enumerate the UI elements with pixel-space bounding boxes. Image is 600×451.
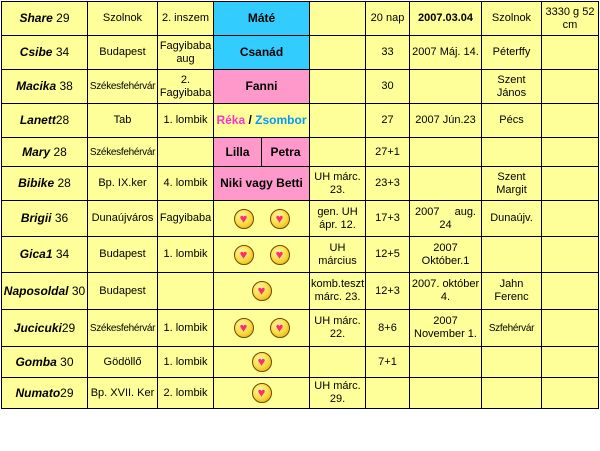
status <box>310 70 366 104</box>
birth-stats <box>542 201 599 237</box>
status: komb.teszt márc. 23. <box>310 273 366 310</box>
city: Bp. IX.ker <box>88 167 158 201</box>
member-name: Mary 28 <box>2 138 88 167</box>
stage: 2. Fagyibaba <box>158 70 214 104</box>
gestation <box>366 378 410 409</box>
stage <box>158 138 214 167</box>
city: Bp. XVII. Ker <box>88 378 158 409</box>
babies-table <box>1 1 599 409</box>
pregnancy-icons <box>214 347 310 378</box>
hospital: Péterffy <box>482 36 542 70</box>
hospital: Pécs <box>482 104 542 138</box>
birth-stats <box>542 167 599 201</box>
gestation: 12+5 <box>366 237 410 273</box>
due-date <box>410 378 482 409</box>
pregnancy-icons <box>214 201 310 237</box>
birth-stats <box>542 104 599 138</box>
hospital <box>482 237 542 273</box>
due-date: 2007 Október.1 <box>410 237 482 273</box>
heart-smiley-icon <box>270 209 290 229</box>
status: UH március <box>310 237 366 273</box>
baby-name: Réka / Zsombor <box>214 104 310 138</box>
member-name: Naposoldal 30 <box>2 273 88 310</box>
member-name: Brigii 36 <box>2 201 88 237</box>
status: UH márc. 23. <box>310 167 366 201</box>
status: gen. UH ápr. 12. <box>310 201 366 237</box>
gestation: 33 <box>366 36 410 70</box>
stage: 4. lombik <box>158 167 214 201</box>
status <box>310 138 366 167</box>
table-row <box>2 138 599 167</box>
member-name: Macika 38 <box>2 70 88 104</box>
due-date <box>410 138 482 167</box>
hospital <box>482 378 542 409</box>
stage: 2. inszem <box>158 2 214 36</box>
hospital <box>482 347 542 378</box>
baby-name: Máté <box>214 2 310 36</box>
table-row <box>2 2 599 36</box>
stage: 1. lombik <box>158 310 214 347</box>
city: Gödöllő <box>88 347 158 378</box>
baby-name-a: Lilla <box>214 138 262 167</box>
heart-smiley-icon <box>270 318 290 338</box>
due-date <box>410 70 482 104</box>
hospital: Dunaújv. <box>482 201 542 237</box>
stage: 1. lombik <box>158 104 214 138</box>
city: Budapest <box>88 36 158 70</box>
baby-name-b: Petra <box>262 138 310 167</box>
hospital <box>482 138 542 167</box>
table-row <box>2 273 599 310</box>
heart-smiley-icon <box>270 245 290 265</box>
status <box>310 104 366 138</box>
member-name: Gica1 34 <box>2 237 88 273</box>
birth-stats <box>542 273 599 310</box>
baby-name: Csanád <box>214 36 310 70</box>
due-date: 2007.03.04 <box>410 2 482 36</box>
city: Budapest <box>88 273 158 310</box>
pregnancy-icons <box>214 237 310 273</box>
city: Budapest <box>88 237 158 273</box>
member-name: Numato29 <box>2 378 88 409</box>
due-date: 2007 November 1. <box>410 310 482 347</box>
baby-name: Fanni <box>214 70 310 104</box>
member-name: Jucicuki29 <box>2 310 88 347</box>
city: Szolnok <box>88 2 158 36</box>
table-row <box>2 104 599 138</box>
heart-smiley-icon <box>234 209 254 229</box>
gestation: 20 nap <box>366 2 410 36</box>
table-row <box>2 201 599 237</box>
baby-name: Niki vagy Betti <box>214 167 310 201</box>
stage: Fagyibaba aug <box>158 36 214 70</box>
gestation: 12+3 <box>366 273 410 310</box>
birth-stats <box>542 347 599 378</box>
pregnancy-icons <box>214 310 310 347</box>
due-date: 2007 aug. 24 <box>410 201 482 237</box>
table-row <box>2 310 599 347</box>
member-name: Gomba 30 <box>2 347 88 378</box>
birth-stats <box>542 310 599 347</box>
member-name: Bibike 28 <box>2 167 88 201</box>
hospital: Jahn Ferenc <box>482 273 542 310</box>
hospital: Szfehérvár <box>482 310 542 347</box>
city: Székesfehérvár <box>88 310 158 347</box>
member-name: Share 29 <box>2 2 88 36</box>
hospital: Szent Margit <box>482 167 542 201</box>
baby-name-b: Zsombor <box>255 113 307 127</box>
gestation: 7+1 <box>366 347 410 378</box>
status: UH márc. 29. <box>310 378 366 409</box>
heart-smiley-icon <box>252 383 272 403</box>
heart-smiley-icon <box>252 352 272 372</box>
hospital: Szolnok <box>482 2 542 36</box>
gestation: 27+1 <box>366 138 410 167</box>
table-row <box>2 237 599 273</box>
gestation: 30 <box>366 70 410 104</box>
pregnancy-icons <box>214 378 310 409</box>
stage: 1. lombik <box>158 237 214 273</box>
status <box>310 36 366 70</box>
table-row <box>2 167 599 201</box>
heart-smiley-icon <box>234 318 254 338</box>
city: Székesfehérvár <box>88 138 158 167</box>
member-name: Csibe 34 <box>2 36 88 70</box>
status <box>310 2 366 36</box>
gestation: 23+3 <box>366 167 410 201</box>
hospital: Szent János <box>482 70 542 104</box>
table-row <box>2 70 599 104</box>
city: Székesfehérvár <box>88 70 158 104</box>
stage: 1. lombik <box>158 347 214 378</box>
status: UH márc. 22. <box>310 310 366 347</box>
status <box>310 347 366 378</box>
heart-smiley-icon <box>234 245 254 265</box>
birth-stats <box>542 378 599 409</box>
birth-stats <box>542 70 599 104</box>
gestation: 27 <box>366 104 410 138</box>
due-date: 2007. október 4. <box>410 273 482 310</box>
table-row <box>2 378 599 409</box>
city: Dunaújváros <box>88 201 158 237</box>
birth-stats <box>542 138 599 167</box>
due-date <box>410 347 482 378</box>
birth-stats: 3330 g 52 cm <box>542 2 599 36</box>
due-date: 2007 Máj. 14. <box>410 36 482 70</box>
birth-stats <box>542 36 599 70</box>
due-date <box>410 167 482 201</box>
table-row <box>2 36 599 70</box>
birth-stats <box>542 237 599 273</box>
table-row <box>2 347 599 378</box>
gestation: 8+6 <box>366 310 410 347</box>
pregnancy-icons <box>214 273 310 310</box>
city: Tab <box>88 104 158 138</box>
gestation: 17+3 <box>366 201 410 237</box>
due-date: 2007 Jún.23 <box>410 104 482 138</box>
member-name: Lanett28 <box>2 104 88 138</box>
heart-smiley-icon <box>252 281 272 301</box>
stage: Fagyibaba <box>158 201 214 237</box>
stage: 2. lombik <box>158 378 214 409</box>
stage <box>158 273 214 310</box>
baby-name-a: Réka <box>216 113 246 127</box>
